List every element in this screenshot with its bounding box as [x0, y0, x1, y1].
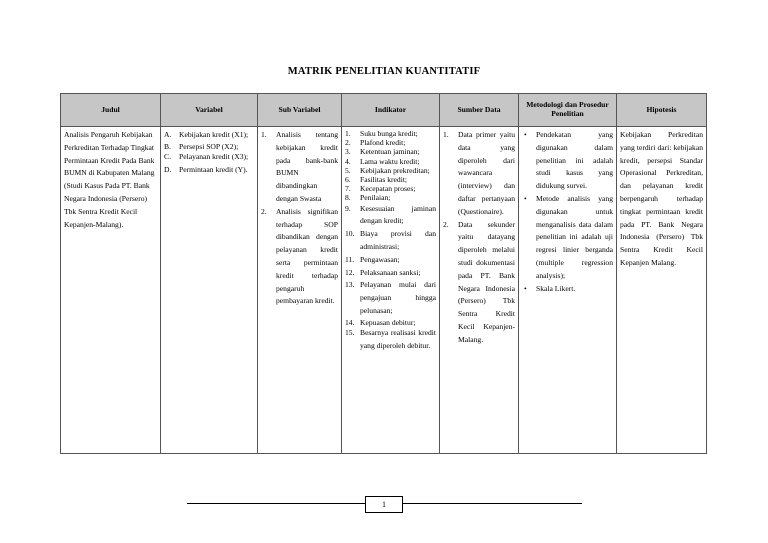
list-item: 11. Pengawasan;: [345, 254, 400, 264]
list-item: 10. Biaya provisi dan administrasi;: [345, 229, 436, 252]
list-item: A. Kebijakan kredit (X1);: [164, 130, 249, 139]
page-number: 1: [365, 496, 403, 513]
cell-judul: [61, 127, 161, 454]
header-row: [61, 94, 707, 127]
sub-variabel-list: [261, 129, 338, 308]
cell-sub-variabel: [258, 127, 342, 454]
list-item: 4. Lama waktu kredit;: [345, 156, 420, 166]
header-hipotesis: Hipotesis: [617, 94, 707, 127]
list-item: 12. Pelaksanaan sanksi;: [345, 267, 421, 277]
list-item: • Skala Likert.: [524, 283, 576, 293]
header-metodologi: Metodologi dan Prosedur Penelitian: [519, 94, 617, 127]
list-item: 6. Fasilitas kredit;: [345, 175, 408, 185]
header-judul: Judul: [61, 94, 161, 127]
list-item: 7. Kecepatan proses;: [345, 184, 416, 194]
list-item: 2. Data sekunder yaitu datayang diperoleh melalui studi dokumentasi pada PT. Bank Negara Indonesia (Persero) Tbk Sentra Kredit Kecil Kepanjen-Malang.: [443, 219, 515, 344]
cell-metodologi: [519, 127, 617, 454]
header-sumber-data: Sumber Data: [440, 94, 519, 127]
variabel-list: [164, 129, 254, 177]
hipotesis-text: Kebijakan Perkreditan yang terdiri dari: kebijakan kredit, persepsi Standar Operasional Perkreditan, dan pelayanan kredit berpengaruh terhadap tingkat permintaan kredit pada PT. Bank Negara Indonesia (Persero) Tbk Sentra Kredit Kecil Kepanjen Malang.: [620, 130, 703, 267]
list-item: C. Pelayanan kredit (X3);: [164, 152, 249, 161]
document-title: MATRIK PENELITIAN KUANTITATIF: [287, 66, 481, 77]
list-item: 9. Kesesuaian jaminan dengan kredit;: [345, 203, 436, 226]
list-item: 1. Analisis tentang kebijakan kredit pada bank-bank BUMN dibandingkan dengan Swasta: [261, 130, 338, 203]
sumber-data-list: [443, 129, 515, 347]
list-item: 13. Pelayanan mulai dari pengajuan hingga pelunasan;: [345, 280, 436, 315]
list-item: 15. Besarnya realisasi kredit yang diperoleh debitur.: [345, 328, 436, 350]
table-row: [61, 127, 707, 454]
footer-line-right: [402, 503, 582, 504]
list-item: • Pendekatan yang digunakan dalam penelitian ini adalah studi kasus yang didukung survei.: [524, 130, 613, 191]
list-item: B. Persepsi SOP (X2);: [164, 141, 239, 151]
list-item: D. Permintaan kredit (Y).: [164, 164, 248, 174]
list-item: 1. Suku bunga kredit;: [345, 129, 418, 138]
cell-sumber-data: [440, 127, 519, 454]
header-sub-variabel: Sub Variabel: [258, 94, 342, 127]
header-variabel: Variabel: [161, 94, 258, 127]
footer-line-left: [187, 503, 365, 504]
judul-text: Analisis Pengaruh Kebijakan Perkreditan Terhadap Tingkat Permintaan Kredit Pada Bank BUMN di Kabupaten Malang (Studi Kasus Pada PT. Bank Negara Indonesia (Persero) Tbk Sentra Kredit Kecil Kepanjen-Malang).: [64, 130, 155, 229]
research-matrix-table: [60, 93, 707, 454]
metodologi-list: [522, 129, 613, 295]
cell-indikator: [342, 127, 440, 454]
list-item: 14. Kepuasan debitur;: [345, 317, 416, 327]
list-item: 8. Penilaian;: [345, 193, 391, 203]
cell-variabel: [161, 127, 258, 454]
list-item: 1. Data primer yaitu data yang diperoleh dari wawancara (interview) dan daftar pertanyaan (Questionaire).: [443, 130, 515, 216]
header-indikator: Indikator: [342, 94, 440, 127]
list-item: • Metode analisis yang digunakan untuk menganalisis data dalam penelitian ini adalah uji regresi linier berganda (multiple regression analysis);: [524, 193, 613, 280]
cell-hipotesis: [617, 127, 707, 454]
list-item: 2. Plafond kredit;: [345, 138, 406, 148]
list-item: 3. Ketentuan jaminan;: [345, 147, 420, 157]
indikator-list: [345, 129, 436, 353]
list-item: 5. Kebijakan prekreditan;: [345, 165, 430, 175]
list-item: 2. Analisis signifikan terhadap SOP dibandikan dengan pelayanan kredit serta permintaan kredit terhadap pengaruh pembayaran kredit.: [261, 206, 338, 306]
